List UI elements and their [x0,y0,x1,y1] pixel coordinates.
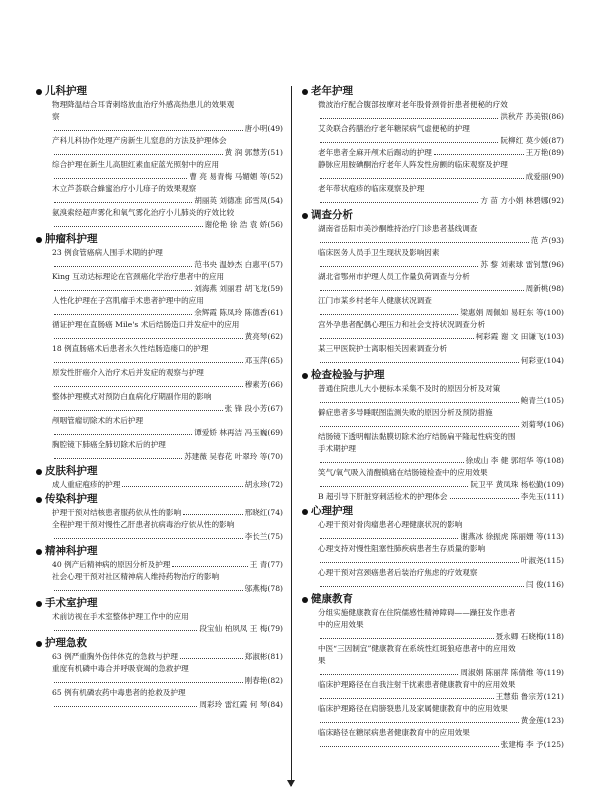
entry-byline [52,403,283,415]
entry-title: King 互动达标理论在官颈癌化学治疗患者中的应用 [52,272,225,281]
leader-dots [434,154,524,155]
entry-authors-page: 谢伦艳 徐 浩 袁 娇(56) [204,220,283,229]
entry-title: 循证护理在直肠癌 Mile's 术后结肠造口并发症中的应用 [52,320,240,329]
leader-dots [54,590,243,591]
bullet-icon [36,641,42,647]
entry-authors-page: 成爱丽(90) [525,172,564,181]
entry-title: 分组实施健康教育在住院儒感性精神障碍——躁狂发作患者 [318,608,516,617]
entry-title: B 超引导下肝脏穿刺活检术的护理体会 [318,492,448,501]
entry-title: 江门市某乡村老年人健康状况调查 [318,296,432,305]
leader-dots [320,722,519,723]
leader-dots [54,338,243,339]
bullet-icon [302,509,308,515]
toc-entry[interactable] [36,367,283,391]
toc-entry[interactable] [302,679,564,703]
entry-authors-page: 鲍青兰(105) [520,396,564,405]
entry-byline [318,195,564,207]
leader-dots [320,746,499,747]
leader-dots [320,362,519,363]
entry-authors-page: 刚春艳(82) [244,676,283,685]
entry-byline [318,479,564,491]
leader-dots [320,338,474,339]
toc-entry[interactable] [36,207,283,231]
entry-title: 艾灸联合药膳治疗老年糖尿病气虚便秘的护理 [318,124,470,133]
entry-authors-page: 刘海燕 刘丽君 胡飞龙(59) [194,284,283,293]
entry-authors-page: 方 苗 方小娟 林碧娜(92) [480,196,564,205]
leader-dots [320,462,464,463]
section-heading [36,597,283,610]
leader-dots [54,434,192,435]
toc-section [36,85,283,231]
entry-byline [318,135,564,147]
entry-authors-page: 黄亮琴(62) [244,332,283,341]
entry-title: 湖北省鄂州市护理人员工作量负荷调查与分析 [318,272,470,281]
entry-authors-page: 谭爱娇 林再洁 冯玉巍(69) [194,428,283,437]
leader-dots [320,118,498,119]
entry-byline [52,379,283,391]
entry-title: 心理干预对宫颈癌患者后装治疗焦虑的疗效观察 [318,568,478,577]
toc-section [36,493,283,543]
entry-title: 临床护理路径在肩膀裂患儿及家属健康教育中的应用效果 [318,704,508,713]
leader-dots [54,154,223,155]
leader-dots [122,486,242,487]
entry-byline [318,455,564,467]
section-heading-text: 肿瘤科护理 [45,233,98,245]
entry-authors-page: 苏建薇 吴春花 叶翠玲 等(70) [184,452,283,461]
entry-authors-page: 范书央 温妙杰 白惠平(57) [194,260,283,269]
toc-entry[interactable] [302,147,564,159]
entry-title: 胸腔镜下肺癌全肺切除术后的护理 [52,440,166,449]
leader-dots [180,658,243,659]
entry-title: 静脉应用胺碘酮治疗老年人阵发性房颤的临床观察及护理 [318,160,508,169]
leader-dots [320,178,524,179]
leader-dots [54,630,197,631]
toc-entry[interactable] [36,663,283,687]
toc-entry[interactable] [302,543,564,567]
entry-authors-page: 聂永卿 石晓梅(118) [495,632,564,641]
entry-authors-page: 邢晓红(74) [244,508,283,517]
leader-dots [320,290,524,291]
entry-title: 湖南省岳阳市美沙酮维持治疗门诊患者基线调查 [318,224,478,233]
toc-entry[interactable] [302,703,564,727]
entry-authors-page: 张建梅 李 予(125) [500,740,564,749]
entry-byline [318,579,564,591]
entry-byline [318,259,564,271]
entry-title: 临床护理路径在自我注射干扰素患者健康教育中的应用效果 [318,680,516,689]
entry-title: 23 例食管癌病人围手术期的护理 [52,248,163,257]
toc-section [36,233,283,463]
entry-byline [52,583,283,595]
leader-dots [183,514,243,515]
bullet-icon [302,373,308,379]
toc-entry[interactable] [36,651,283,663]
toc-entry[interactable] [302,491,564,503]
entry-title: 综合护理在新生儿高胆红素血症蓝光照射中的应用 [52,160,220,169]
entry-byline [318,111,564,123]
bullet-icon [302,213,308,219]
entry-title: 临床医务人员手卫生现状及影响因素 [318,248,440,257]
entry-title: 心理干预对骨肉瘤患者心理健康状况的影响 [318,520,463,529]
entry-authors-page: 周新桃(98) [525,284,564,293]
leader-dots [54,410,223,411]
entry-authors-page: 谢燕冰 徐振虎 陈丽姗 等(113) [460,532,564,541]
toc-entry[interactable] [36,611,283,635]
entry-title: 术前访视在手术室整体护理工作中的应用 [52,612,189,621]
section-heading [36,85,283,98]
entry-authors-page: 阮卫平 黄凤珠 杨松勤(109) [470,480,564,489]
entry-authors-page: 邓玉萍(65) [244,356,283,365]
entry-title: 人性化护理在子宫肌瘤手术患者护理中的应用 [52,296,204,305]
entry-authors-page: 周彩玲 雷红霞 何 琴(84) [199,700,283,709]
leader-dots [320,586,524,587]
entry-authors-page: 黄 润 郭慧芳(51) [224,148,283,157]
section-heading [302,369,564,382]
toc-entry[interactable] [36,247,283,271]
section-heading [302,505,564,518]
entry-authors-page: 徐成山 李 健 郭绍华 等(108) [465,456,564,465]
bullet-icon [36,601,42,607]
entry-title: 心理支持对慢性阻塞性肺疾病患者生存质量的影响 [318,544,486,553]
toc-entry[interactable] [302,407,564,431]
bullet-icon [36,469,42,475]
leader-dots [320,314,458,315]
entry-byline [52,123,283,135]
entry-authors-page: 洪秋芹 苏美银(86) [500,112,564,121]
entry-byline [318,531,564,543]
entry-authors-page: 阮柳红 莫少媛(87) [500,136,564,145]
entry-authors-page: 余辉霞 陈凤玲 陈德香(61) [194,308,283,317]
entry-title: 老年患者全麻开颅术后踢动的护理 [318,148,432,157]
toc-entry[interactable] [302,159,564,183]
entry-title: 察 [52,112,60,121]
section-heading [36,233,283,246]
entry-line [318,491,564,503]
leader-dots [54,226,203,227]
divider-arrow-icon [287,780,295,787]
entry-authors-page: 王 青(77) [249,560,283,569]
leader-dots [54,458,182,459]
entry-title: 微波治疗配合腹部按摩对老年股骨颈骨折患者便秘的疗效 [318,100,508,109]
toc-entry[interactable] [302,319,564,343]
entry-byline [318,331,564,343]
entry-title: 果 [318,656,326,665]
leader-dots [54,706,197,707]
leader-dots [320,266,478,267]
entry-title: 物理降温结合耳背刺络放血治疗外感高热患儿的效果观 [52,100,235,109]
entry-authors-page: 何彩亚(104) [520,356,564,365]
toc-entry[interactable] [36,99,283,135]
entry-authors-page: 李先玉(111) [520,492,564,501]
toc-entry[interactable] [302,607,564,643]
toc-section [302,85,564,207]
toc-section [302,593,564,751]
leader-dots [320,674,458,675]
toc-section [36,597,283,635]
entry-byline [52,531,283,543]
toc-entry[interactable] [302,383,564,407]
entry-title: 原发性肝癌介入治疗术后并发症的观察与护理 [52,368,204,377]
leader-dots [54,202,192,203]
leader-dots [54,266,192,267]
bullet-icon [302,89,308,95]
entry-title: 普通住院患儿大小便标本采集不及时的原因分析及对策 [318,384,501,393]
entry-authors-page: 闫 俊(116) [525,580,564,589]
entry-title: 产科儿科协作处理产房新生儿窒息的方法及护理体会 [52,136,227,145]
section-heading [302,85,564,98]
section-heading-text: 健康教育 [311,593,353,605]
leader-dots [320,402,519,403]
leader-dots [54,386,243,387]
entry-title: 宫外孕患者配偶心理压力和社会支持状况调查分析 [318,320,486,329]
entry-byline [318,355,564,367]
toc-entry[interactable] [302,223,564,247]
entry-line [52,559,283,571]
section-heading [302,593,564,606]
toc-entry[interactable] [302,567,564,591]
entry-byline [52,451,283,463]
entry-byline [52,623,283,635]
entry-title: 老年带状疱疹的临床观察及护理 [318,184,425,193]
entry-byline [52,355,283,367]
section-heading [302,209,564,222]
entry-authors-page: 郑淑彬(81) [244,652,283,661]
entry-byline [52,307,283,319]
entry-authors-page: 王万艳(89) [525,148,564,157]
entry-title: 40 例产后精神病的原因分析及护理 [52,560,171,569]
entry-title: 成人重症疱疹的护理 [52,480,121,489]
entry-authors-page: 叶淑尧(115) [520,556,564,565]
entry-authors-page: 邬燕梅(78) [244,584,283,593]
leader-dots [320,142,498,143]
entry-title: 65 例有机磷农药中毒患者的抢救及护理 [52,688,186,697]
leader-dots [54,130,243,131]
entry-byline [52,427,283,439]
entry-authors-page: 周淑娟 陈丽萍 陈倩维 等(119) [460,668,564,677]
entry-byline [318,235,564,247]
entry-line [52,651,283,663]
entry-byline [318,691,564,703]
toc-entry[interactable] [36,559,283,571]
entry-authors-page: 穆素芳(66) [244,380,283,389]
section-heading [36,637,283,650]
section-heading-text: 老年护理 [311,85,353,97]
toc-entry[interactable] [302,99,564,123]
entry-byline [52,283,283,295]
leader-dots [320,486,468,487]
entry-byline [318,631,564,643]
entry-authors-page: 唐小明(49) [244,124,283,133]
entry-title: 社会心理干预对社区精神病人维持药物治疗的影响 [52,572,220,581]
entry-title: 颅咽管瘤切除术的术后护理 [52,416,144,425]
leader-dots [320,426,519,427]
toc-entry[interactable] [36,507,283,519]
entry-title: 结肠镜下透明帽法黏膜切除术治疗结肠扁平隆起性病变的围 [318,432,516,441]
entry-authors-page: 胡丽英 刘德准 邱雪凤(54) [194,196,283,205]
leader-dots [54,314,192,315]
entry-title: 某三甲医院护士离职相关因素调查分析 [318,344,448,353]
entry-byline [52,219,283,231]
leader-dots [320,562,519,563]
entry-byline [318,307,564,319]
toc-entry[interactable] [302,727,564,751]
toc-entry[interactable] [36,319,283,343]
toc-entry[interactable] [302,643,564,679]
section-heading-text: 皮肤科护理 [45,465,98,477]
entry-title: 中的应用效果 [318,620,364,629]
section-heading [36,493,283,506]
entry-byline [318,171,564,183]
entry-line [318,147,564,159]
bullet-icon [36,549,42,555]
bullet-icon [36,89,42,95]
right-column [302,84,564,753]
entry-authors-page: 柯彩霞 谢 文 田谦飞(103) [475,332,564,341]
toc-entry[interactable] [302,123,564,147]
entry-authors-page: 李长兰(75) [244,532,283,541]
entry-title: 临床路径在糖尿病患者健康教育中的应用效果 [318,728,470,737]
section-heading-text: 传染科护理 [45,493,98,505]
entry-authors-page: 曹 亮 易青梅 马媚媚 等(52) [189,172,283,181]
toc-entry[interactable] [36,135,283,159]
section-heading-text: 精神科护理 [45,545,98,557]
entry-authors-page: 张 锋 段小芳(67) [224,404,283,413]
leader-dots [320,638,494,639]
entry-authors-page: 刘菊琴(106) [520,420,564,429]
entry-authors-page: 段宝仙 柏夙凤 王 梅(79) [199,624,283,633]
leader-dots [54,682,243,683]
entry-byline [318,715,564,727]
left-column [36,84,283,713]
leader-dots [320,242,529,243]
toc-section [36,465,283,491]
section-heading-text: 手术室护理 [45,597,98,609]
section-heading-text: 检查检验与护理 [311,369,385,381]
toc-entry[interactable] [36,519,283,543]
toc-entry[interactable] [36,183,283,207]
entry-title: 18 例直肠癌术后患者永久性结肠造瘘口的护理 [52,344,209,353]
toc-entry[interactable] [36,271,283,295]
entry-byline [318,419,564,431]
bullet-icon [36,497,42,503]
toc-entry[interactable] [302,519,564,543]
entry-byline [52,675,283,687]
leader-dots [54,538,243,539]
section-heading-text: 调查分析 [311,209,353,221]
entry-byline [52,171,283,183]
entry-byline [318,739,564,751]
toc-entry[interactable] [36,343,283,367]
entry-title: 手术期护理 [318,444,356,453]
toc-entry[interactable] [302,247,564,271]
leader-dots [320,538,458,539]
entry-byline [52,699,283,711]
leader-dots [450,498,519,499]
entry-byline [52,259,283,271]
toc-entry[interactable] [302,431,564,467]
section-heading [36,465,283,478]
toc-section [302,209,564,367]
entry-authors-page: 范 芦(93) [530,236,564,245]
leader-dots [320,202,478,203]
entry-title: 全程护理干预对慢性乙肝患者抗病毒治疗依从性的影响 [52,520,235,529]
toc-section [36,545,283,595]
toc-entry[interactable] [36,415,283,439]
entry-byline [318,283,564,295]
section-heading-text: 儿科护理 [45,85,87,97]
toc-entry[interactable] [302,343,564,367]
toc-section [302,505,564,591]
leader-dots [54,178,187,179]
toc-entry[interactable] [36,159,283,183]
leader-dots [172,566,247,567]
toc-entry[interactable] [302,271,564,295]
entry-line [52,479,283,491]
section-heading-text: 心理护理 [311,505,353,517]
entry-authors-page: 黄金莲(123) [520,716,564,725]
toc-entry[interactable] [36,439,283,463]
leader-dots [320,698,494,699]
entry-byline [318,395,564,407]
toc-entry[interactable] [302,295,564,319]
toc-section [36,637,283,711]
entry-byline [52,331,283,343]
toc-entry[interactable] [36,295,283,319]
toc-entry[interactable] [302,467,564,491]
leader-dots [54,362,243,363]
toc-entry[interactable] [36,479,283,491]
toc-section [302,369,564,503]
leader-dots [54,290,192,291]
entry-authors-page: 苏 黎 刘素球 雷钊慧(96) [480,260,564,269]
entry-byline [318,555,564,567]
entry-byline [318,667,564,679]
section-heading [36,545,283,558]
toc-entry[interactable] [36,571,283,595]
entry-title: 中医“三因制宜”健康教育在系统性红斑狼疮患者中的应用效 [318,644,516,653]
entry-title: 护理干预对结核患者服药依从性的影响 [52,508,182,517]
bullet-icon [36,237,42,243]
entry-title: 僻症患者多导睡眠图监测失败的原因分析及预防措施 [318,408,493,417]
entry-line [52,507,283,519]
entry-title: 63 例严重胸外伤伴休克的急救与护理 [52,652,178,661]
entry-authors-page: 梁惠娟 周佩如 易旺东 等(100) [460,308,564,317]
entry-byline [52,195,283,207]
entry-title: 笑气/氧气吸入清醒镇痛在结肠镜检查中的应用效果 [318,468,488,477]
entry-title: 整体护理模式对预防白血病化疗期副作用的影响 [52,392,212,401]
entry-byline [52,147,283,159]
entry-authors-page: 胡永珍(72) [244,480,283,489]
entry-title: 氨溴索经超声雾化和氧气雾化治疗小儿肺炎的疗效比较 [52,208,235,217]
toc-entry[interactable] [36,687,283,711]
entry-title: 木立芦荟联合蜂蜜治疗小儿痱子的效果观察 [52,184,197,193]
bullet-icon [302,597,308,603]
toc-entry[interactable] [302,183,564,207]
toc-entry[interactable] [36,391,283,415]
entry-authors-page: 王慧茹 鲁宗芳(121) [495,692,564,701]
column-divider [291,86,292,786]
entry-title: 重度有机磷中毒合并呼吸衰竭的急救护理 [52,664,189,673]
section-heading-text: 护理急救 [45,637,87,649]
